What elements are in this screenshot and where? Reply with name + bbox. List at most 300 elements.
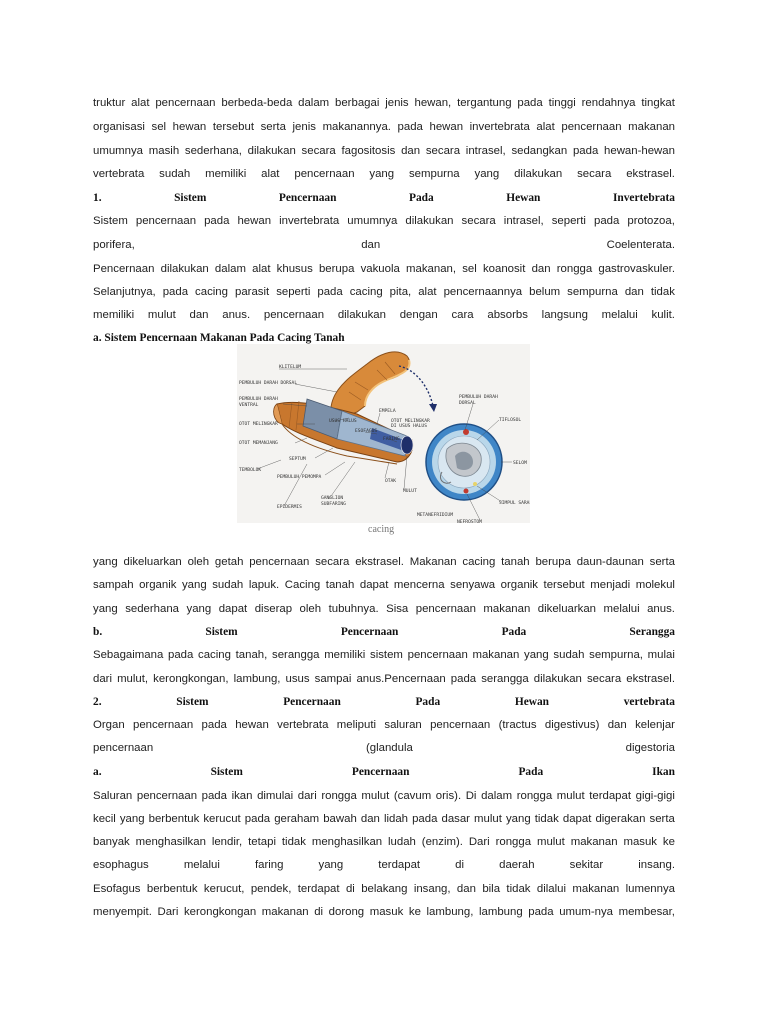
word: berbagai xyxy=(335,97,380,109)
word: Ikan xyxy=(652,766,675,778)
word: mulut, xyxy=(117,673,149,685)
word: Di xyxy=(465,790,477,802)
word: dan xyxy=(360,813,380,825)
word: digestivus) xyxy=(544,719,600,731)
word: mulut xyxy=(147,309,176,321)
text-line xyxy=(93,308,675,322)
word: rongga xyxy=(321,790,357,802)
word: Pencernaan xyxy=(278,192,337,204)
word: alat xyxy=(418,286,437,298)
word: yang xyxy=(318,859,344,871)
word: daerah xyxy=(499,859,535,871)
word: umum-nya xyxy=(559,906,614,918)
word: Sistem xyxy=(205,626,238,638)
word: makanan xyxy=(628,121,675,133)
word: sudah xyxy=(553,649,585,661)
word: dan xyxy=(361,239,381,251)
word: menghasilkan xyxy=(311,836,383,848)
word: alat xyxy=(261,168,280,180)
word: dilakukan xyxy=(160,263,209,275)
word: dan xyxy=(189,309,209,321)
word: pada xyxy=(412,813,438,825)
word: melalui xyxy=(603,603,640,615)
word: daun-daunan xyxy=(576,556,644,568)
word: secara xyxy=(586,673,622,685)
word: berbentuk xyxy=(146,883,198,895)
word: geraham xyxy=(274,813,320,825)
text-line xyxy=(93,602,675,616)
word: Sistem xyxy=(174,192,207,204)
word: dilakukan xyxy=(337,309,386,321)
word: oleh xyxy=(187,556,210,568)
word: yang xyxy=(505,813,531,825)
label-pembuluh-darah-dorsal2-2: DORSAL xyxy=(459,401,476,406)
word: memiliki xyxy=(205,168,247,180)
word: anus. xyxy=(222,309,251,321)
word: dimulai xyxy=(257,790,294,802)
label-ganglion-1: GANGLION xyxy=(321,496,344,501)
word: (enzim). xyxy=(421,836,463,848)
word: tingkat xyxy=(641,97,675,109)
word: dalam xyxy=(481,790,513,802)
word: Pada xyxy=(415,696,441,708)
word: langsung xyxy=(541,309,588,321)
word: membesar, xyxy=(618,906,675,918)
word: dasar xyxy=(441,813,470,825)
label-klitelum: KLITELUM xyxy=(279,365,302,370)
word: cacing xyxy=(462,556,496,568)
label-otot-melingkar-usus-2: DI USUS HALUS xyxy=(391,424,427,429)
word: (tractus xyxy=(498,719,537,731)
text-line xyxy=(93,285,675,299)
word: pencernaan xyxy=(133,719,194,731)
word: pada xyxy=(528,906,554,918)
text-line xyxy=(93,555,675,569)
word: (cavum xyxy=(393,790,432,802)
word: esophagus xyxy=(93,859,149,871)
word: rendahnya xyxy=(581,97,636,109)
word: menjadi xyxy=(590,579,631,591)
word: pencernaan xyxy=(561,121,622,133)
word: berbeda-beda xyxy=(221,97,293,109)
word: vertebrata xyxy=(277,719,329,731)
label-pembuluh-pemompa: PEMBULUH PEMOMPA xyxy=(277,475,322,480)
word: Dari xyxy=(157,906,179,918)
word: gigi-gigi xyxy=(635,790,675,802)
word: porifera, xyxy=(93,239,135,251)
word: dikeluarkan xyxy=(123,556,182,568)
text-line xyxy=(93,789,675,803)
word: pada xyxy=(517,97,543,109)
word: alat xyxy=(131,97,150,109)
word: kerongkongan, xyxy=(153,673,229,685)
word: oris). xyxy=(435,790,462,802)
word: invertebrata xyxy=(469,121,530,133)
word: pencernaan xyxy=(155,97,216,109)
word: mulut xyxy=(474,813,502,825)
label-ganglion-2: SUBFARING xyxy=(321,502,346,507)
word: 1. xyxy=(93,192,102,204)
label-otot-melingkar: OTOT MELINGKAR xyxy=(239,422,278,427)
label-faring: FARING xyxy=(383,437,400,442)
word: kerongkongan xyxy=(183,906,257,918)
word: yang xyxy=(93,603,118,615)
word: tersebut xyxy=(212,121,255,133)
label-selom: SELOM xyxy=(513,461,527,466)
word: Coelenterata. xyxy=(606,239,675,251)
word: makanan xyxy=(483,603,531,615)
word: kelenjar xyxy=(635,719,675,731)
word: makanan, xyxy=(406,263,457,275)
word: mulai xyxy=(647,649,675,661)
section-heading xyxy=(93,695,675,709)
word: yang xyxy=(474,168,500,180)
word: alat xyxy=(252,263,271,275)
word: sempurna, xyxy=(589,649,643,661)
word: getah xyxy=(214,556,244,568)
word: secara xyxy=(577,168,612,180)
word: dilakukan xyxy=(405,215,454,227)
word: Hewan xyxy=(506,192,541,204)
word: bila xyxy=(482,883,501,895)
word: lumennya xyxy=(625,883,675,895)
word: serta xyxy=(649,813,675,825)
word: Esofagus xyxy=(93,883,141,895)
word: jenis xyxy=(385,97,409,109)
word: pada xyxy=(317,286,343,298)
word: tidak xyxy=(506,883,531,895)
word: Pencernaan xyxy=(283,696,341,708)
word: vertebrata xyxy=(93,168,145,180)
subsection-heading-text: a. Sistem Pencernaan Makanan Pada Cacing Tanah xyxy=(93,332,345,344)
word: pencernaan xyxy=(263,309,325,321)
text-line xyxy=(93,672,675,686)
word: pada xyxy=(167,649,194,661)
word: gastrovaskuler. xyxy=(598,263,675,275)
word: (glandula xyxy=(365,742,413,754)
word: mulut xyxy=(536,836,565,848)
label-septum: SEPTUM xyxy=(289,457,306,462)
word: sel xyxy=(151,121,167,133)
word: sempurna xyxy=(408,168,460,180)
word: pencernaan xyxy=(249,556,310,568)
word: dapat xyxy=(359,579,389,591)
text-line xyxy=(93,905,675,919)
text-line xyxy=(93,858,675,872)
word: pencernaan xyxy=(294,168,355,180)
word: banyak xyxy=(93,836,130,848)
word: Sisa xyxy=(386,603,409,615)
word: pencernaan xyxy=(136,790,198,802)
word: masuk xyxy=(623,836,658,848)
word: kecil xyxy=(93,813,116,825)
word: ikan xyxy=(231,790,253,802)
text-line xyxy=(93,167,675,181)
word: seperti xyxy=(276,286,311,298)
word: lambung xyxy=(478,906,523,918)
label-esofagus: ESOFAGUS xyxy=(355,429,378,434)
word: vakuola xyxy=(360,263,400,275)
word: ludah xyxy=(388,836,416,848)
word: fagositosis xyxy=(341,145,396,157)
word: kerucut xyxy=(203,813,241,825)
word: hewan, xyxy=(414,97,452,109)
word: secara xyxy=(315,556,350,568)
word: Selanjutnya, xyxy=(93,286,156,298)
word: molekul xyxy=(635,579,675,591)
word: ke xyxy=(408,906,421,918)
word: pada xyxy=(204,215,230,227)
word: makanan xyxy=(572,883,620,895)
word: sedangkan xyxy=(511,145,568,157)
word: memiliki xyxy=(93,309,135,321)
word: sederhana, xyxy=(184,145,242,157)
word: saluran xyxy=(384,719,422,731)
word: di xyxy=(455,859,465,871)
text-line xyxy=(93,120,675,134)
word: oleh xyxy=(299,603,322,615)
word: dapat xyxy=(218,603,248,615)
word: lapuk. xyxy=(248,579,280,591)
word: lendir, xyxy=(211,836,243,848)
word: menghasilkan xyxy=(135,836,206,848)
word: rongga xyxy=(495,836,532,848)
word: digestoria xyxy=(625,742,675,754)
word: pita, xyxy=(389,286,412,298)
word: dari xyxy=(93,673,112,685)
word: dikeluarkan xyxy=(537,603,597,615)
word: hewan xyxy=(235,719,269,731)
word: jenis xyxy=(292,121,316,133)
label-tiflosol: TIFLOSOL xyxy=(499,418,522,423)
word: cacing xyxy=(349,286,383,298)
word: a. xyxy=(93,766,102,778)
word: Saluran xyxy=(93,790,133,802)
word: menyempit. xyxy=(93,906,152,918)
word: tersebut xyxy=(543,579,585,591)
word: sel xyxy=(462,263,477,275)
word: khusus xyxy=(276,263,313,275)
word: pada xyxy=(593,215,620,227)
label-metanefridium: METANEFRIDIUM xyxy=(417,513,453,518)
word: pencernaan xyxy=(135,215,197,227)
word: hewan xyxy=(172,121,207,133)
word: Sistem xyxy=(210,766,243,778)
word: pencernaan xyxy=(407,649,468,661)
word: pencernaan xyxy=(415,603,476,615)
word: masih xyxy=(148,145,180,157)
word: dapat xyxy=(562,813,592,825)
word: Dari xyxy=(468,836,490,848)
word: terdapat xyxy=(297,883,340,895)
text-line xyxy=(93,96,675,110)
word: anus.Pencernaan xyxy=(356,673,446,685)
word: usus xyxy=(285,673,310,685)
word: berbentuk xyxy=(148,813,200,825)
word: pada xyxy=(397,121,423,133)
word: yang xyxy=(119,813,145,825)
word: pada xyxy=(450,673,477,685)
word: dalam xyxy=(298,97,330,109)
word: pada xyxy=(244,813,271,825)
word: lambung, xyxy=(233,673,281,685)
word: memiliki xyxy=(324,649,366,661)
word: serta xyxy=(649,556,675,568)
word: meliputi xyxy=(336,719,377,731)
label-simpul-saraf: SIMPUL SARAF xyxy=(499,501,530,506)
word: Hewan xyxy=(514,696,550,708)
word: pada xyxy=(201,719,227,731)
word: melalui xyxy=(183,859,220,871)
word: yang xyxy=(524,649,549,661)
word: kulit. xyxy=(651,309,675,321)
text-line xyxy=(93,144,675,158)
word: secara xyxy=(461,215,496,227)
word: dilakukan xyxy=(514,168,563,180)
word: intrasel, xyxy=(503,215,544,227)
text-line xyxy=(93,578,675,592)
word: terdapat xyxy=(378,859,421,871)
label-pembuluh-darah-dorsal2-1: PEMBULUH DARAH xyxy=(459,395,498,400)
word: tidak xyxy=(281,836,306,848)
label-epidermis: EPIDERMIS xyxy=(277,505,302,510)
word: Sistem xyxy=(93,215,128,227)
word: insang. xyxy=(638,859,675,871)
word: belakang xyxy=(361,883,408,895)
word: tidak xyxy=(650,286,675,298)
label-tembolok: TEMBOLOK xyxy=(239,468,262,473)
section-heading xyxy=(93,765,675,779)
section-heading xyxy=(93,191,675,205)
word: dengan xyxy=(399,309,438,321)
text-line xyxy=(93,214,675,228)
figure-caption: cacing xyxy=(368,524,395,535)
label-mulut: MULUT xyxy=(403,489,417,494)
word: organik xyxy=(500,579,538,591)
word: tergantung xyxy=(457,97,512,109)
section-heading xyxy=(93,625,675,639)
word: lambung, xyxy=(426,906,474,918)
word: Makanan xyxy=(409,556,457,568)
word: tanah, xyxy=(235,649,268,661)
word: serta xyxy=(260,121,286,133)
text-line xyxy=(93,262,675,276)
label-usus-halus: USUS HALUS xyxy=(329,419,357,424)
word: makanan xyxy=(261,906,309,918)
word: dan xyxy=(607,719,627,731)
word: di xyxy=(314,906,324,918)
word: Pada xyxy=(409,192,434,204)
word: belum xyxy=(529,286,561,298)
word: Cacing xyxy=(284,579,321,591)
word: seperti xyxy=(551,215,586,227)
word: Pada xyxy=(501,626,527,638)
word: dilakukan xyxy=(247,145,296,157)
word: makanan xyxy=(570,836,618,848)
word: digerakan xyxy=(595,813,646,825)
word: kerucut, xyxy=(203,883,245,895)
word: Pencernaan xyxy=(93,263,155,275)
word: secara xyxy=(425,145,461,157)
word: alat xyxy=(536,121,555,133)
text-line xyxy=(93,648,675,662)
word: Sebagaimana xyxy=(93,649,164,661)
label-otot-memanjang: OTOT MEMANJANG xyxy=(239,441,278,446)
word: protozoa, xyxy=(627,215,675,227)
word: Serangga xyxy=(629,626,675,638)
word: tanah xyxy=(501,556,530,568)
word: ekstrasel. xyxy=(355,556,404,568)
text-line xyxy=(93,882,675,896)
word: truktur xyxy=(93,97,126,109)
word: intrasel, xyxy=(465,145,506,157)
word: dari xyxy=(297,790,317,802)
word: dan xyxy=(401,145,421,157)
word: 2. xyxy=(93,696,102,708)
word: koanosit xyxy=(482,263,526,275)
word: Pencernaan xyxy=(340,626,399,638)
word: b. xyxy=(93,626,103,638)
word: dorong xyxy=(328,906,365,918)
word: yang xyxy=(186,603,212,615)
word: pencernaannya xyxy=(443,286,523,298)
word: diserap xyxy=(254,603,293,615)
word: ekstrasel. xyxy=(626,168,675,180)
word: hewan xyxy=(237,215,272,227)
word: tetapi xyxy=(248,836,276,848)
word: berupa xyxy=(535,556,571,568)
word: sudah xyxy=(212,579,244,591)
word: yang xyxy=(181,579,207,591)
word: Organ xyxy=(93,719,125,731)
word: lidah xyxy=(383,813,409,825)
word: hewan-hewan xyxy=(604,145,675,157)
word: tinggi xyxy=(548,97,576,109)
word: rongga xyxy=(516,790,553,802)
subsection-heading xyxy=(93,331,675,345)
word: anus. xyxy=(647,603,675,615)
word: dalam xyxy=(214,263,246,275)
word: serangga xyxy=(481,673,529,685)
word: dilalui xyxy=(536,883,566,895)
word: sudah xyxy=(159,168,191,180)
word: melalui xyxy=(601,309,638,321)
word: organik xyxy=(139,579,177,591)
text-line xyxy=(93,718,675,732)
word: sekitar xyxy=(569,859,604,871)
text-line xyxy=(93,812,675,826)
word: sistem xyxy=(370,649,403,661)
word: serangga xyxy=(272,649,320,661)
word: tidak xyxy=(534,813,559,825)
label-pembuluh-darah-dorsal: PEMBULUH DARAH DORSAL xyxy=(239,381,298,386)
text-line xyxy=(93,238,675,252)
label-pembuluh-darah-ventral-2: VENTRAL xyxy=(239,403,259,408)
word: invertebrata xyxy=(279,215,340,227)
word: organisasi xyxy=(93,121,145,133)
word: umumnya xyxy=(347,215,398,227)
label-otak: OTAK xyxy=(385,479,397,484)
word: cara xyxy=(451,309,474,321)
word: pada xyxy=(201,790,227,802)
text-line xyxy=(93,741,675,755)
word: pencernaan xyxy=(93,742,154,754)
earthworm-digestive-diagram xyxy=(237,344,530,523)
word: cacing xyxy=(198,649,231,661)
word: yang xyxy=(369,168,395,180)
word: Pada xyxy=(518,766,544,778)
word: secara xyxy=(301,145,336,157)
